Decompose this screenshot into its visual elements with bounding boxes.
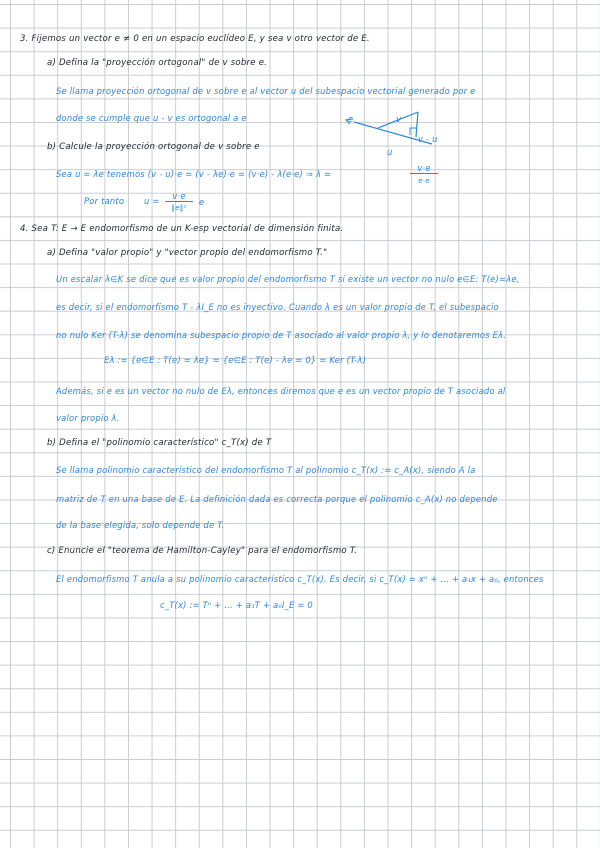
result-fraction-denominator: ‖e‖²: [171, 204, 187, 212]
answer-4b-line-1: Se llama polinomio característico del endomorfismo T al polinomio c_T(x) := c_A(x), siendo A la: [56, 465, 476, 475]
result-vector-e: e: [199, 197, 205, 207]
answer-3a-line-2: donde se cumple que u - v es ortogonal a e: [56, 113, 247, 123]
por-tanto-label: Por tanto: [84, 196, 125, 206]
answer-3b-calc: Sea u = λe tenemos (v - u)·e = (v - λe)·e = (v·e) - λ(e·e) ⇒ λ =: [56, 169, 332, 179]
result-u-equals: u =: [144, 196, 160, 206]
diagram-label-u: u: [387, 147, 393, 157]
lambda-fraction-denominator: e·e: [418, 177, 430, 185]
answer-4b-line-2: matriz de T en una base de E. La definición dada es correcta porque el polinomio c_A(x) no depende: [56, 494, 498, 504]
question-4-statement: 4. Sea T: E → E endomorfismo de un K-esp vectorial de dimensión finita.: [20, 224, 344, 234]
answer-4c-line-1: El endomorfismo T anula a su polinomio característico c_T(x). Es decir, si c_T(x) = xⁿ + ... + a₁x + a₀, entonces: [56, 574, 544, 584]
result-fraction-numerator: v·e: [165, 191, 193, 202]
eigenspace-equation: Eλ := {e∈E : T(e) = λe} = {e∈E : T(e) - λe = 0} = Ker (T-λ): [104, 355, 367, 365]
answer-4b-line-3: de la base elegida, solo depende de T.: [56, 520, 225, 530]
question-3-statement: 3. Fijemos un vector e ≠ 0 en un espacio euclídeo E, y sea v otro vector de E.: [20, 34, 370, 44]
question-3b-prompt: b) Calcule la proyección ortogonal de v sobre e: [47, 142, 260, 152]
answer-3a-line-1: Se llama proyección ortogonal de v sobre e al vector u del subespacio vectorial generado por e: [56, 86, 476, 96]
question-4c-prompt: c) Enuncie el "teorema de Hamilton-Cayley" para el endomorfismo T.: [47, 546, 358, 556]
projection-diagram: [340, 104, 450, 154]
answer-4a-line-6: valor propio λ.: [56, 413, 120, 423]
answer-4a-line-3: no nulo Ker (T-λ) se denomina subespacio propio de T asociado al valor propio λ, y lo denotaremos Eλ.: [56, 330, 507, 340]
answer-4a-line-2: es decir, si el endomorfismo T - λI_E no es inyectivo. Cuando λ es un valor propio de T, el subespacio: [56, 302, 499, 312]
answer-4a-line-1: Un escalar λ∈K se dice que es valor propio del endomorfismo T si existe un vector no nulo e∈E: T(e)=λe,: [56, 274, 520, 284]
diagram-label-v-minus-u: v - u: [418, 134, 438, 144]
diagram-label-e: e: [348, 114, 354, 124]
question-3a-prompt: a) Defina la "proyección ortogonal" de v sobre e.: [47, 58, 268, 68]
answer-4a-line-5: Además, si e es un vector no nulo de Eλ, entonces diremos que e es un vector propio de T asociado al: [56, 386, 506, 396]
hamilton-cayley-equation: c_T(x) := Tⁿ + ... + a₁T + a₀I_E = 0: [160, 600, 313, 610]
diagram-label-v: v: [396, 114, 402, 124]
question-4a-prompt: a) Defina "valor propio" y "vector propio del endomorfismo T.": [47, 248, 328, 258]
question-4b-prompt: b) Defina el "polinomio característico" c_T(x) de T: [47, 438, 272, 448]
lambda-fraction-numerator: v·e: [410, 163, 438, 174]
